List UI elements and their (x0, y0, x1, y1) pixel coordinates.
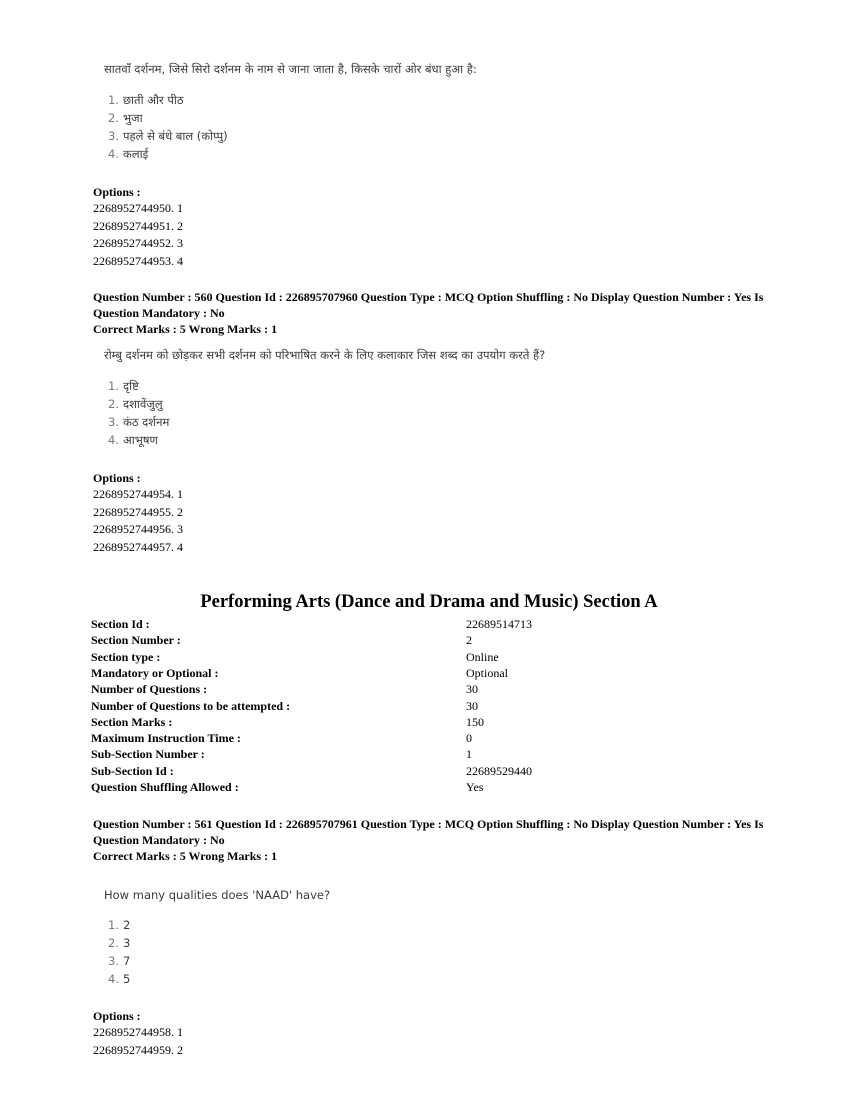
answer-choices (108, 91, 228, 163)
question-meta-line: Question Mandatory : No (93, 833, 225, 847)
section-row (0, 764, 850, 780)
section-row-value: 22689529440 (466, 763, 532, 778)
question-meta (93, 816, 773, 864)
question-stem: सातवाँ दर्शनम, जिसे सिरो दर्शनम के नाम से जाना जाता है, किसके चारों ओर बंधा हुआ है: (104, 62, 477, 76)
answer-choices (108, 916, 130, 988)
section-row-label: Section Marks : (91, 714, 173, 729)
option-id: 2268952744950. 1 (93, 201, 183, 215)
section-row-label: Number of Questions to be attempted : (91, 698, 291, 713)
option-id: 2268952744956. 3 (93, 522, 183, 537)
option-id: 2268952744958. 1 (93, 1025, 183, 1039)
section-row-label: Section Id : (91, 617, 150, 631)
section-row-value: 22689514713 (466, 617, 532, 631)
options-label: Options : (93, 1009, 141, 1023)
option-id-list (93, 200, 183, 271)
section-row-label: Section type : (91, 649, 161, 664)
section-row (0, 650, 850, 666)
answer-choice: 1. 2 (108, 918, 131, 932)
section-row-label: Maximum Instruction Time : (91, 731, 241, 746)
answer-choice: 2. दशावेंजुलु (108, 397, 163, 411)
question-meta (93, 289, 773, 337)
section-row-label: Sub-Section Number : (91, 747, 205, 762)
option-id: 2268952744959. 2 (93, 1042, 183, 1057)
option-id-list (93, 486, 183, 557)
option-id: 2268952744955. 2 (93, 504, 183, 519)
marks-line: Correct Marks : 5 Wrong Marks : 1 (93, 849, 278, 863)
question-meta-line: Question Number : 561 Question Id : 226895707961 Question Type : MCQ Option Shuffling : No Display Question Number : Yes Is (93, 817, 764, 831)
option-id: 2268952744954. 1 (93, 487, 183, 501)
option-id: 2268952744952. 3 (93, 236, 183, 251)
question-meta-line: Question Number : 560 Question Id : 226895707960 Question Type : MCQ Option Shuffling : No Display Question Number : Yes Is (93, 290, 764, 304)
section-row-label: Number of Questions : (91, 682, 208, 697)
answer-choice: 4. आभूषण (108, 433, 158, 447)
section-row-value: 0 (466, 731, 472, 746)
section-row-label: Section Number : (91, 633, 181, 648)
answer-choice: 3. कंठ दर्शनम (108, 415, 170, 429)
section-row-value: 30 (466, 682, 478, 697)
section-row (0, 666, 850, 682)
option-id-list (93, 1024, 183, 1059)
section-row-value: 30 (466, 698, 478, 713)
section-row (0, 731, 850, 747)
answer-choice: 1. दृष्टि (108, 379, 139, 393)
answer-choice: 1. छाती और पीठ (108, 93, 184, 107)
question-stem: रोम्बु दर्शनम को छोड़कर सभी दर्शनम को परिभाषित करने के लिए कलाकार जिस शब्द का उपयोग करते हैं? (104, 348, 546, 362)
section-row (0, 747, 850, 763)
section-row (0, 633, 850, 649)
section-row-value: 1 (466, 747, 472, 762)
section-row (0, 617, 850, 633)
section-row-value: Optional (466, 665, 508, 680)
option-id: 2268952744953. 4 (93, 254, 183, 269)
answer-choice: 2. 3 (108, 936, 131, 950)
option-id: 2268952744957. 4 (93, 540, 183, 555)
section-title: Performing Arts (Dance and Drama and Music) Section A (200, 592, 658, 612)
answer-choice: 2. भुजा (108, 111, 143, 125)
section-row (0, 699, 850, 715)
section-row (0, 780, 850, 796)
answer-choice: 4. कलाई (108, 147, 149, 161)
section-row-value: Yes (466, 780, 484, 794)
section-row (0, 715, 850, 731)
question-meta-line: Question Mandatory : No (93, 306, 225, 320)
section-row-value: 2 (466, 633, 472, 648)
section-row-label: Sub-Section Id : (91, 763, 174, 778)
section-row-label: Mandatory or Optional : (91, 665, 219, 680)
section-row-value: Online (466, 649, 499, 664)
section-row-value: 150 (466, 714, 484, 729)
answer-choice: 4. 5 (108, 972, 131, 986)
section-row (0, 682, 850, 698)
answer-choices (108, 377, 169, 449)
section-row-label: Question Shuffling Allowed : (91, 780, 239, 794)
answer-choice: 3. 7 (108, 954, 131, 968)
option-id: 2268952744951. 2 (93, 218, 183, 233)
options-label: Options : (93, 185, 141, 199)
marks-line: Correct Marks : 5 Wrong Marks : 1 (93, 322, 278, 336)
answer-choice: 3. पहले से बंधे बाल (कोप्पु) (108, 129, 228, 143)
options-label: Options : (93, 471, 141, 485)
question-stem: How many qualities does 'NAAD' have? (104, 888, 331, 902)
